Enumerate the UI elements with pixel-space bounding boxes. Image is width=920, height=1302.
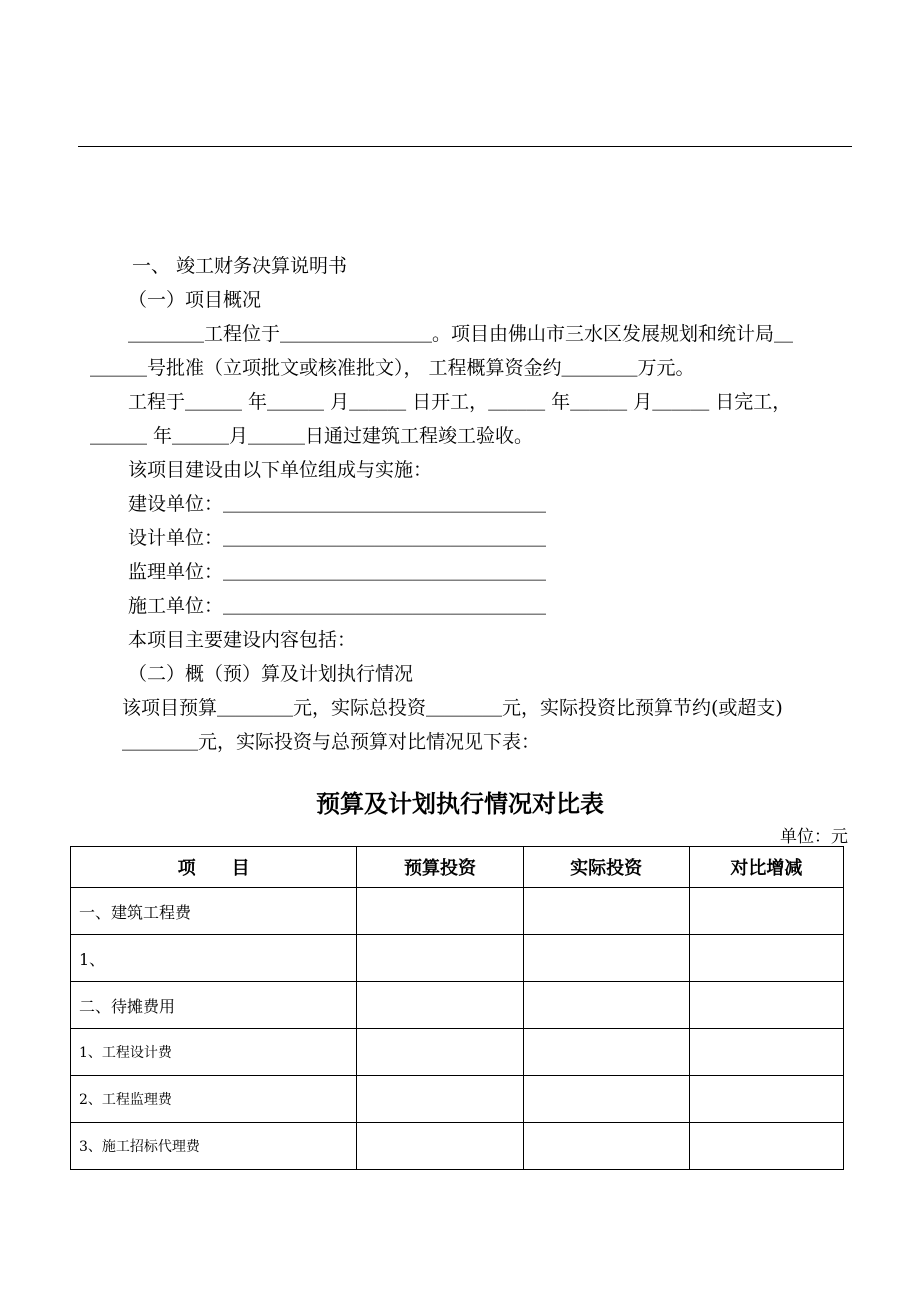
header-item: 项 目 [71, 847, 357, 888]
row-label: 二、待摊费用 [71, 982, 357, 1029]
actual-cell [523, 1123, 689, 1170]
budget-cell [357, 982, 523, 1029]
paragraph-project-approval: ＿＿＿号批准（立项批文或核准批文）， 工程概算资金约＿＿＿＿万元。 [90, 357, 695, 379]
row-label: 2、工程监理费 [71, 1076, 357, 1123]
table-row [71, 1123, 844, 1170]
section-heading: 一、 竣工财务决算说明书 [132, 255, 348, 277]
table-row [71, 1076, 844, 1123]
difference-cell [689, 888, 843, 935]
table-row [71, 935, 844, 982]
paragraph-schedule-acceptance: ＿＿＿ 年＿＿＿月＿＿＿日通过建筑工程竣工验收。 [90, 425, 534, 447]
construction-unit-line: 建设单位：＿＿＿＿＿＿＿＿＿＿＿＿＿＿＿＿＿ [128, 493, 547, 515]
row-label: 1、工程设计费 [71, 1029, 357, 1076]
paragraph-budget-comparison: ＿＿＿＿元，实际投资与总预算对比情况见下表： [122, 731, 541, 753]
paragraph-budget: 该项目预算＿＿＿＿元，实际总投资＿＿＿＿元，实际投资比预算节约(或超支) [122, 697, 783, 719]
table-row [71, 888, 844, 935]
table-row [71, 1029, 844, 1076]
difference-cell [689, 982, 843, 1029]
difference-cell [689, 935, 843, 982]
actual-cell [523, 1029, 689, 1076]
subheading-project-overview: （一）项目概况 [128, 289, 262, 311]
actual-cell [523, 888, 689, 935]
difference-cell [689, 1076, 843, 1123]
actual-cell [523, 982, 689, 1029]
budget-cell [357, 1123, 523, 1170]
budget-cell [357, 888, 523, 935]
actual-cell [523, 1076, 689, 1123]
budget-cell [357, 935, 523, 982]
header-rule [78, 146, 852, 147]
paragraph-units-intro: 该项目建设由以下单位组成与实施： [128, 459, 433, 481]
table-unit: 单位：元 [780, 827, 848, 847]
paragraph-main-content: 本项目主要建设内容包括： [128, 629, 357, 651]
budget-comparison-table [70, 846, 844, 1170]
difference-cell [689, 1123, 843, 1170]
budget-cell [357, 1076, 523, 1123]
budget-cell [357, 1029, 523, 1076]
table-header-row [71, 847, 844, 888]
row-label: 一、建筑工程费 [71, 888, 357, 935]
table-row [71, 982, 844, 1029]
difference-cell [689, 1029, 843, 1076]
table-title: 预算及计划执行情况对比表 [316, 790, 604, 818]
header-difference: 对比增减 [689, 847, 843, 888]
paragraph-schedule: 工程于＿＿＿ 年＿＿＿ 月＿＿＿ 日开工，＿＿＿ 年＿＿＿ 月＿＿＿ 日完工， [128, 391, 792, 413]
actual-cell [523, 935, 689, 982]
contractor-unit-line: 施工单位：＿＿＿＿＿＿＿＿＿＿＿＿＿＿＿＿＿ [128, 595, 547, 617]
paragraph-project-location: ＿＿＿＿工程位于＿＿＿＿＿＿＿＿。项目由佛山市三水区发展规划和统计局＿ [128, 323, 794, 345]
subheading-budget-execution: （二）概（预）算及计划执行情况 [128, 663, 414, 685]
header-budget: 预算投资 [357, 847, 523, 888]
header-actual: 实际投资 [523, 847, 689, 888]
row-label: 3、施工招标代理费 [71, 1123, 357, 1170]
design-unit-line: 设计单位：＿＿＿＿＿＿＿＿＿＿＿＿＿＿＿＿＿ [128, 527, 547, 549]
supervision-unit-line: 监理单位：＿＿＿＿＿＿＿＿＿＿＿＿＿＿＿＿＿ [128, 561, 547, 583]
row-label: 1、 [71, 935, 357, 982]
